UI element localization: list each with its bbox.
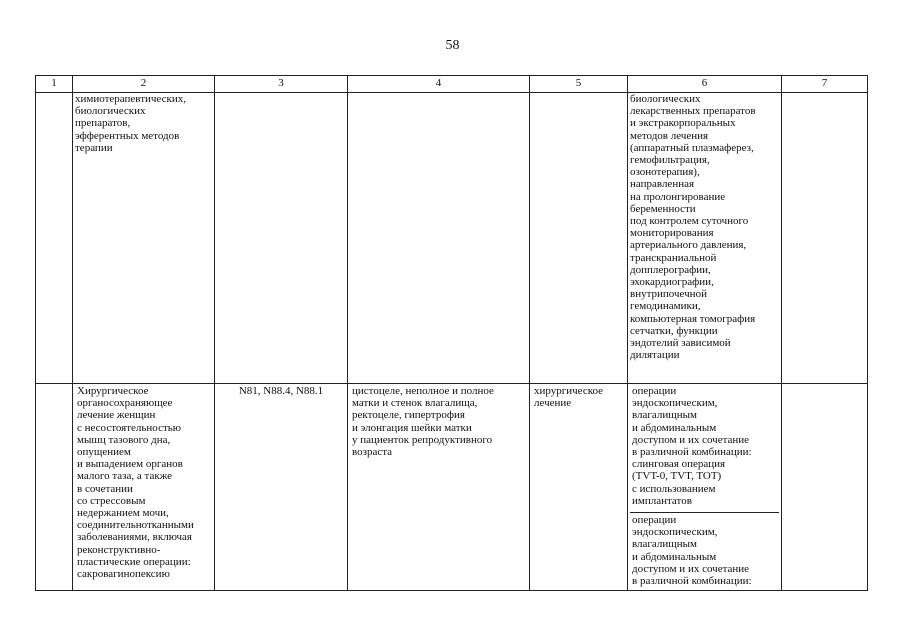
column-header: 4 [348, 76, 530, 93]
column-header: 6 [628, 76, 782, 93]
table-row [36, 93, 868, 384]
table-cell [36, 384, 73, 591]
column-header: 1 [36, 76, 73, 93]
page-number: 58 [445, 38, 460, 53]
column-header: 3 [215, 76, 348, 93]
table-cell: биологических лекарственных препаратов и экстракорпоральных методов лечения (аппаратный плазмаферез, гемофильтрация, озонотерапия), направленная на пролонгирование беременности под контролем суточного мониторирования артериального давления, транскраниальной допплерографии, эхокардиографии, внутрипочечной гемодинамики, компьютерная томография сетчатки, функции эндотелий зависимой дилятации [628, 93, 782, 384]
table-cell: хирургическое лечение [530, 384, 628, 591]
table-cell [36, 93, 73, 384]
table-subcell: операции эндоскопическим, влагалищным и абдоминальным доступом и их сочетание в различной комбинации: [632, 514, 752, 588]
table-cell [782, 384, 868, 591]
table-cell: Хирургическое органосохраняющее лечение женщин с несостоятельностью мышц тазового дна, опущением и выпадением органов малого таза, а также в сочетании со стрессовым недержанием мочи, соединительнотканными заболеваниями, включая реконструктивно- пластические операции: сакровагинопексию [73, 384, 215, 591]
table-cell [215, 93, 348, 384]
table-header-row [36, 76, 868, 93]
table-cell: химиотерапевтических, биологических препаратов, эфферентных методов терапии [73, 93, 215, 384]
table-cell [782, 93, 868, 384]
table-cell [628, 384, 782, 591]
table-cell: N81, N88.4, N88.1 [215, 384, 348, 591]
column-header: 7 [782, 76, 868, 93]
table-row [36, 384, 868, 591]
column-header: 2 [73, 76, 215, 93]
table-cell [530, 93, 628, 384]
medical-procedures-table [35, 75, 868, 591]
table-subcell: операции эндоскопическим, влагалищным и абдоминальным доступом и их сочетание в различной комбинации: слинговая операция (TVT-0, TVT, TOT) с использованием имплантатов [630, 384, 779, 513]
table-cell: цистоцеле, неполное и полное матки и стенок влагалища, ректоцеле, гипертрофия и элонгация шейки матки у пациенток репродуктивного возраста [348, 384, 530, 591]
column-header: 5 [530, 76, 628, 93]
table-cell [348, 93, 530, 384]
